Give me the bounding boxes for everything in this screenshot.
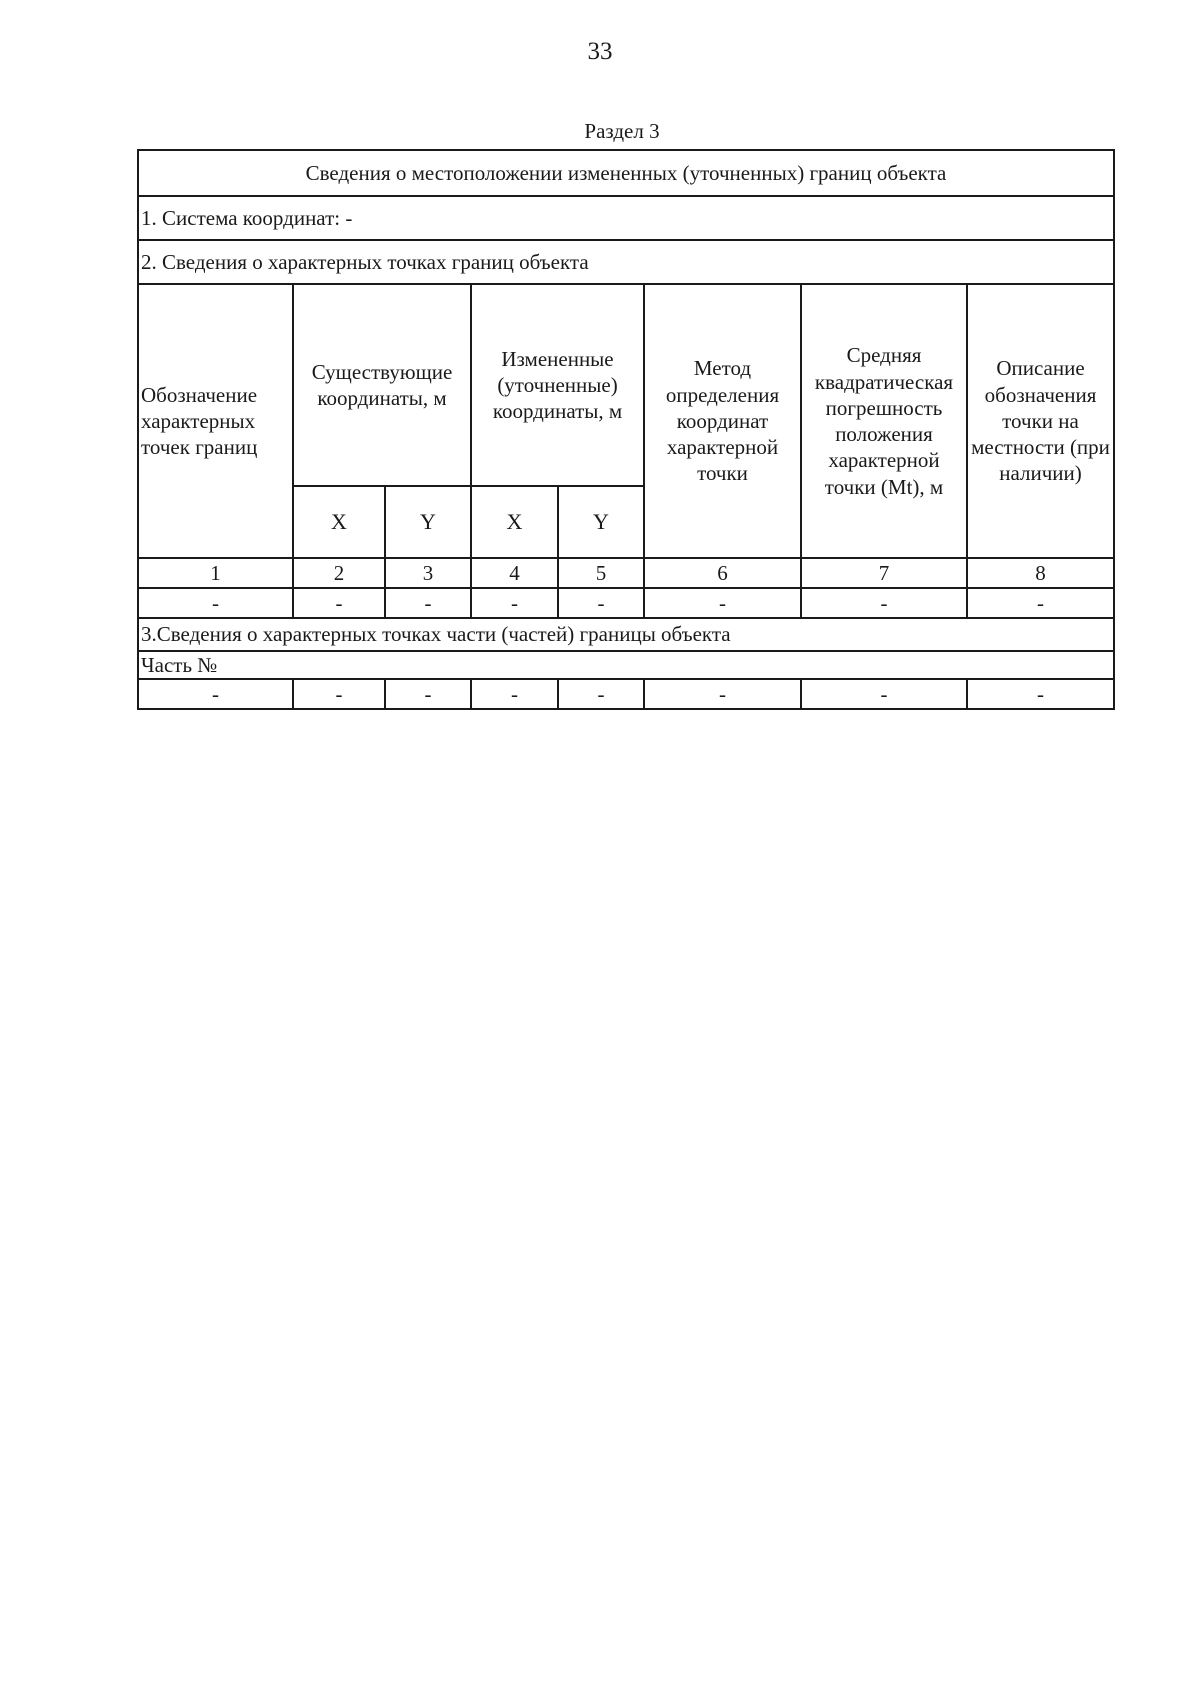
table-cell: - — [385, 679, 471, 709]
table-cell: - — [293, 679, 385, 709]
header-method: Метод определения координат характерной точки — [644, 284, 801, 558]
table-cell: - — [801, 588, 967, 618]
header-existing-coordinates: Существующие координаты, м — [293, 284, 471, 486]
column-number: 4 — [471, 558, 558, 588]
column-number: 1 — [138, 558, 293, 588]
column-number: 5 — [558, 558, 644, 588]
table-cell: - — [967, 588, 1114, 618]
table-cell: - — [471, 588, 558, 618]
table-title: Сведения о местоположении измененных (уточненных) границ объекта — [138, 150, 1114, 196]
points-heading: 2. Сведения о характерных точках границ объекта — [138, 240, 1114, 284]
table-cell: - — [138, 588, 293, 618]
table-cell: - — [385, 588, 471, 618]
table-cell: - — [644, 679, 801, 709]
column-number: 2 — [293, 558, 385, 588]
part-label: Часть № — [138, 651, 1114, 679]
column-number: 3 — [385, 558, 471, 588]
header-mean-error: Средняя квадратическая погрешность положения характерной точки (Mt), м — [801, 284, 967, 558]
section-label: Раздел 3 — [584, 119, 660, 143]
coordinate-system: 1. Система координат: - — [138, 196, 1114, 240]
parts-heading: 3.Сведения о характерных точках части (частей) границы объекта — [138, 618, 1114, 651]
column-number: 8 — [967, 558, 1114, 588]
table-cell: - — [138, 679, 293, 709]
header-changed-x: X — [471, 486, 558, 558]
table-cell: - — [471, 679, 558, 709]
header-changed-coordinates: Измененные (уточненные) координаты, м — [471, 284, 644, 486]
table-cell: - — [293, 588, 385, 618]
header-point-designation: Обозначение характерных точек границ — [138, 284, 293, 558]
header-description: Описание обозначения точки на местности (при наличии) — [967, 284, 1114, 558]
header-changed-y: Y — [558, 486, 644, 558]
table-cell: - — [801, 679, 967, 709]
table-cell: - — [644, 588, 801, 618]
column-number: 7 — [801, 558, 967, 588]
table-cell: - — [558, 588, 644, 618]
header-existing-y: Y — [385, 486, 471, 558]
page-number: 33 — [587, 38, 613, 65]
header-existing-x: X — [293, 486, 385, 558]
table-cell: - — [967, 679, 1114, 709]
boundary-table — [137, 149, 1115, 710]
column-number: 6 — [644, 558, 801, 588]
table-cell: - — [558, 679, 644, 709]
